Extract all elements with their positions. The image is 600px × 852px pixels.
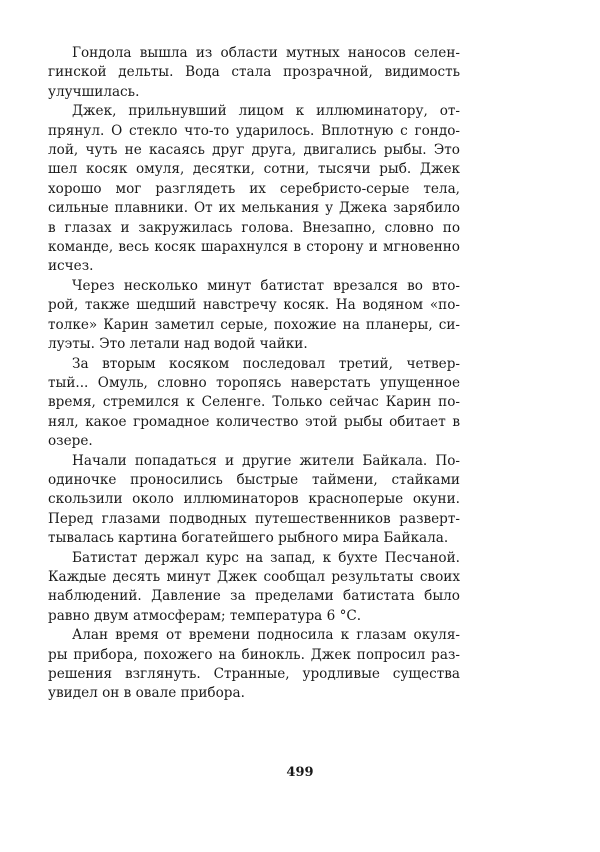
- text-line: Начали попадаться и другие жители Байкала. По-: [72, 452, 460, 469]
- text-line: время, стремился к Селенге. Только сейчас Карин по-: [48, 394, 460, 411]
- text-line: хорошо мог разглядеть их серебристо-серые тела,: [48, 180, 460, 197]
- paragraph-2: [48, 102, 460, 277]
- text-line: Перед глазами подводных путешественников разверт-: [48, 510, 460, 527]
- text-line: Алан время от времени подносила к глазам окуля-: [72, 627, 460, 644]
- text-line: гинской дельты. Вода стала прозрачной, видимость: [48, 64, 460, 81]
- text-line: наблюдений. Давление за пределами батистата было: [48, 588, 460, 605]
- text-line: озере.: [48, 433, 93, 450]
- text-line: Джек, прильнувший лицом к иллюминатору, от-: [72, 103, 460, 120]
- paragraph-7: [48, 626, 460, 704]
- text-line: Гондола вышла из области мутных наносов селен-: [72, 45, 460, 61]
- text-line: скользили около иллюминаторов красноперые окуни.: [48, 491, 460, 508]
- text-line: тый... Омуль, словно торопясь наверстать упущенное: [48, 374, 460, 391]
- paragraph-5: [48, 452, 460, 549]
- text-line: в глазах и закружилась голова. Внезапно, словно по: [48, 219, 460, 236]
- text-line: луэты. Это летали над водой чайки.: [48, 336, 308, 353]
- text-line: рой, также шедший навстречу косяк. На водяном «по-: [48, 297, 460, 314]
- text-line: прянул. О стекло что-то ударилось. Вплотную с гондо-: [48, 122, 460, 139]
- paragraph-4: [48, 355, 460, 452]
- paragraph-6: [48, 549, 460, 627]
- text-line: увидел он в овале прибора.: [48, 685, 245, 702]
- text-line: одиночке проносились быстрые таймени, стайками: [48, 471, 460, 488]
- paragraph-1: [48, 44, 460, 102]
- text-line: За вторым косяком последовал третий, четвер-: [72, 355, 460, 372]
- text-line: исчез.: [48, 258, 94, 275]
- paragraph-3: [48, 277, 460, 355]
- text-line: тывалась картина богатейшего рыбного мира Байкала.: [48, 530, 449, 547]
- page-number: 499: [286, 765, 314, 780]
- text-line: команде, весь косяк шарахнулся в сторону и мгновенно: [48, 239, 460, 256]
- text-line: улучшилась.: [48, 83, 140, 100]
- text-line: нял, какое громадное количество этой рыбы обитает в: [48, 413, 460, 430]
- text-line: решения взглянуть. Странные, уродливые существа: [48, 666, 460, 682]
- text-line: равно двум атмосферам; температура 6 °С.: [48, 607, 362, 624]
- page-body: [48, 44, 460, 704]
- text-line: сильные плавники. От их мелькания у Джека зарябило: [48, 200, 460, 217]
- text-line: Батистат держал курс на запад, к бухте Песчаной.: [72, 549, 460, 566]
- text-line: ры прибора, похожего на бинокль. Джек попросил раз-: [48, 646, 460, 663]
- text-line: Каждые десять минут Джек сообщал результаты своих: [48, 568, 460, 585]
- text-line: лой, чуть не касаясь друг друга, двигались рыбы. Это: [48, 142, 460, 159]
- text-line: толке» Карин заметил серые, похожие на планеры, си-: [48, 316, 460, 333]
- text-line: Через несколько минут батистат врезался во вто-: [72, 277, 460, 294]
- text-line: шел косяк омуля, десятки, сотни, тысячи рыб. Джек: [48, 161, 460, 178]
